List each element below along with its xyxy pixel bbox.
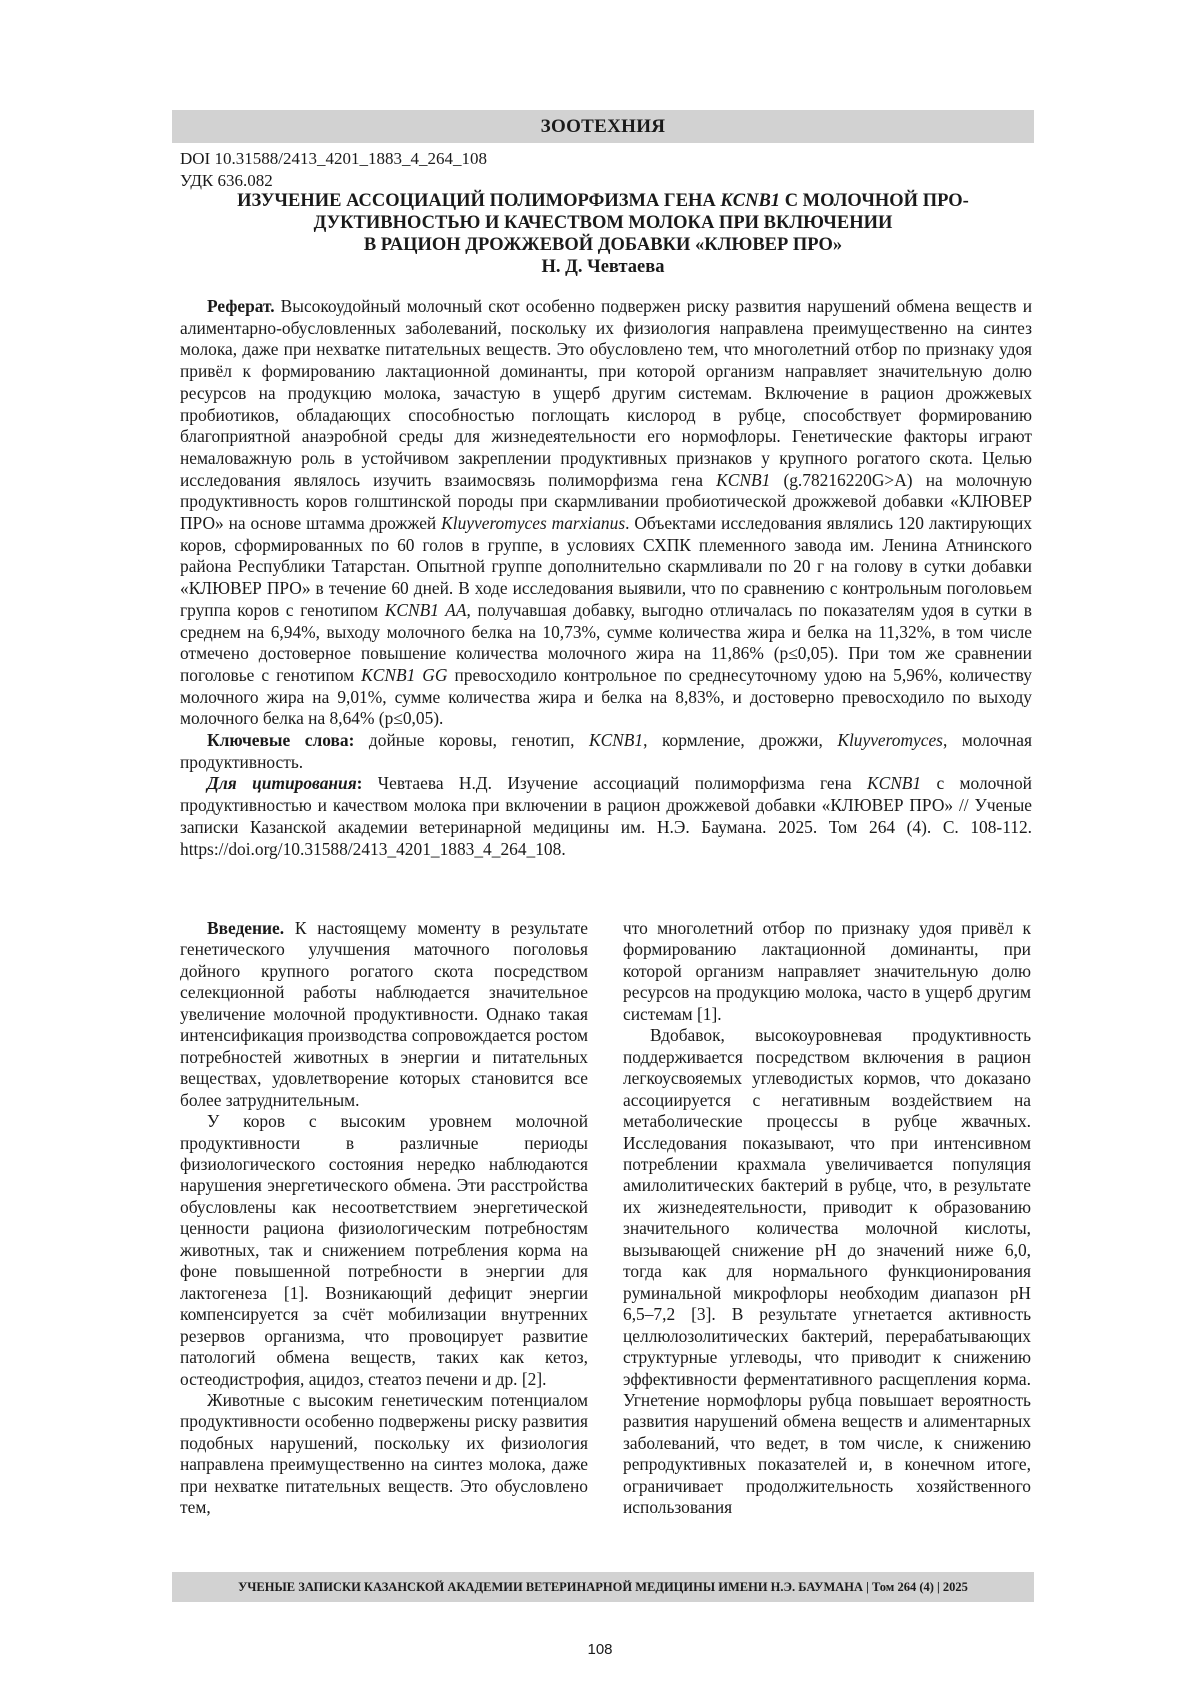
gene-name: KCNB1	[867, 773, 922, 794]
article-title	[172, 190, 1034, 256]
abstract-text: Высокоудойный молочный скот особенно подвержен риску развития нарушений обмена веществ и алиментарно-обусловленных заболеваний, поскольку их физиология направлена преимущественно на синтез молока, даже при нехватке питательных веществ. Это обусловлено тем, что многолетний отбор по признаку удоя привёл к формированию лактационной доминанты, при которой организм направляет значительную долю ресурсов на продукцию молока, зачастую в ущерб другим системам. Включение в рацион дрожжевых пробиотиков, обладающих способностью поглощать кислород в рубце, способствует формированию благоприятной анаэробной среды для жизнедеятельности его нормофлоры. Генетические факторы играют немаловажную роль в устойчивом закреплении продуктивных признаков у крупного рогатого скота. Целью исследования являлось изучить взаимосвязь полиморфизма гена	[180, 296, 1032, 490]
section-header: ЗООТЕХНИЯ	[172, 110, 1034, 143]
keywords-text: , молочная продуктивность.	[180, 730, 1032, 772]
genotype-name: KCNB1 AA	[384, 599, 467, 620]
title-part: ИЗУЧЕНИЕ АССОЦИАЦИЙ ПОЛИМОРФИЗМА ГЕНА	[237, 191, 721, 211]
genotype-name: KCNB1 GG	[361, 664, 448, 685]
author-name: Н. Д. Чевтаева	[541, 257, 665, 277]
journal-footer: УЧЕНЫЕ ЗАПИСКИ КАЗАНСКОЙ АКАДЕМИИ ВЕТЕРИНАРНОЙ МЕДИЦИНЫ ИМЕНИ Н.Э. БАУМАНА | Том 264 (4) | 2025	[172, 1572, 1034, 1602]
citation-colon: :	[356, 773, 363, 794]
body-paragraph: что многолетний отбор по признаку удоя привёл к формированию лактационной доминанты, при которой организм направляет значительную долю ресурсов на продукцию молока, часто в ущерб другим системам [1].	[623, 918, 1031, 1024]
citation-text: с молочной продуктивностью и качеством молока при включении в рацион дрожжевой добавки «КЛЮВЕР ПРО» // Ученые записки Казанской академии ветеринарной медицины им. Н.Э. Баумана. 2025. Том 264 (4). С. 108-112. https://doi.org/10.31588/2413_4201_1883_4_264_108.	[180, 773, 1032, 859]
page-number: 108	[587, 1641, 613, 1658]
gene-name: KCNB1	[716, 469, 771, 490]
keywords-text: дойные коровы, генотип,	[354, 730, 589, 751]
abstract-text: превосходило контрольное по среднесуточному удою на 5,96%, количеству молочного жира на 9,01%, сумме количества жира и белка на 8,83%, и достоверно превосходило по выходу молочного белка на 8,64% (p≤0,05).	[180, 664, 1032, 729]
abstract-paragraph	[180, 296, 1032, 730]
abstract-text: , получавшая добавку, выгодно отличалась по показателям удоя в сутки в среднем на 6,94%, выходу молочного белка на 10,73%, сумме количества жира и белка на 11,32%, в том числе отмечено достоверное повышение количества молочного жира на 11,86% (p≤0,05). При том же сравнении поголовье с генотипом	[180, 599, 1032, 685]
body-paragraph	[180, 918, 588, 1111]
body-column-left	[180, 918, 588, 1519]
abstract-label: Реферат.	[207, 296, 275, 316]
gene-name: KCNB1	[588, 730, 644, 751]
title-gene: KCNB1	[720, 191, 781, 211]
abstract-block	[180, 296, 1032, 860]
title-line-2: ДУКТИВНОСТЬЮ И КАЧЕСТВОМ МОЛОКА ПРИ ВКЛЮЧЕНИИ	[313, 213, 893, 233]
body-column-right	[623, 918, 1031, 1519]
abstract-text: (g.78216220G>A) на молочную продуктивность коров голштинской породы при скармливании пробиотической дрожжевой добавки «КЛЮВЕР ПРО» на основе штамма дрожжей	[180, 469, 1032, 534]
species-name: Kluyveromyces marxianus	[441, 513, 626, 534]
intro-label: Введение.	[207, 918, 285, 938]
keywords-text: , кормление, дрожжи,	[643, 730, 838, 751]
title-part: С МОЛОЧНОЙ ПРО-	[780, 191, 969, 211]
abstract-text: . Объектами исследования являлись 120 лактирующих коров, сформированных по 60 голов в группе, в условиях СХПК племенного завода им. Ленина Атнинского района Республики Татарстан. Опытной группе дополнительно скармливали по 20 г на голову в сутки добавки «КЛЮВЕР ПРО» в течение 60 дней. В ходе исследования выявили, что по сравнению с контрольным поголовьем группа коров с генотипом	[180, 513, 1032, 620]
keywords-paragraph	[180, 730, 1032, 773]
title-line-3: В РАЦИОН ДРОЖЖЕВОЙ ДОБАВКИ «КЛЮВЕР ПРО»	[363, 235, 843, 255]
body-paragraph: У коров с высоким уровнем молочной продуктивности в различные периоды физиологического состояния нередко наблюдаются нарушения энергетического обмена. Эти расстройства обусловлены как несоответствием энергетической ценности рациона физиологическим потребностям животных, так и снижением потребления корма на фоне повышенной потребности в энергии для лактогенеза [1]. Возникающий дефицит энергии компенсируется за счёт мобилизации внутренних резервов организма, что провоцирует развитие патологий обмена веществ, таких как кетоз, остеодистрофия, ацидоз, стеатоз печени и др. [2].	[180, 1111, 588, 1389]
udk-line: УДК 636.082	[180, 171, 273, 190]
citation-paragraph	[180, 773, 1032, 860]
body-paragraph: Животные с высоким генетическим потенциалом продуктивности особенно подвержены риску развития подобных нарушений, поскольку их физиология направлена преимущественно на синтез молока, даже при нехватке питательных веществ. Это обусловлено тем,	[180, 1389, 588, 1518]
citation-text: Чевтаева Н.Д. Изучение ассоциаций полиморфизма гена	[362, 773, 867, 794]
citation-label: Для цитирования	[207, 773, 357, 794]
keywords-label: Ключевые слова:	[207, 730, 355, 751]
body-paragraph: Вдобавок, высокоуровневая продуктивность поддерживается посредством включения в рацион легкоусвояемых углеводистых кормов, что доказано ассоциируется с негативным воздействием на метаболические процессы в рубце жвачных. Исследования показывают, что при интенсивном потреблении крахмала увеличивается популяция амилолитических бактерий в рубце, что, в результате их жизнедеятельности, приводит к образованию значительного количества молочной кислоты, вызывающей снижение pH до значений ниже 6,0, тогда как для нормального функционирования руминальной микрофлоры необходим диапазон pH 6,5–7,2 [3]. В результате угнетается активность целлюлозолитических бактерий, перерабатывающих структурные углеводы, что приводит к снижению эффективности ферментативного расщепления корма. Угнетение нормофлоры рубца повышает вероятность развития нарушений обмена веществ и алиментарных заболеваний, что ведет, в том числе, к снижению репродуктивных показателей и, в конечном итоге, ограничивает продолжительность хозяйственного использования	[623, 1025, 1031, 1518]
body-text: К настоящему моменту в результате генетического улучшения маточного поголовья дойного крупного рогатого скота посредством селекционной работы наблюдается значительное увеличение молочной продуктивности. Однако такая интенсификация производства сопровождается ростом потребностей животных в энергии и питательных веществах, удовлетворение которых становится все более затруднительным.	[180, 918, 588, 1110]
doi-line: DOI 10.31588/2413_4201_1883_4_264_108	[180, 149, 487, 168]
genus-name: Kluyveromyces	[837, 730, 943, 751]
